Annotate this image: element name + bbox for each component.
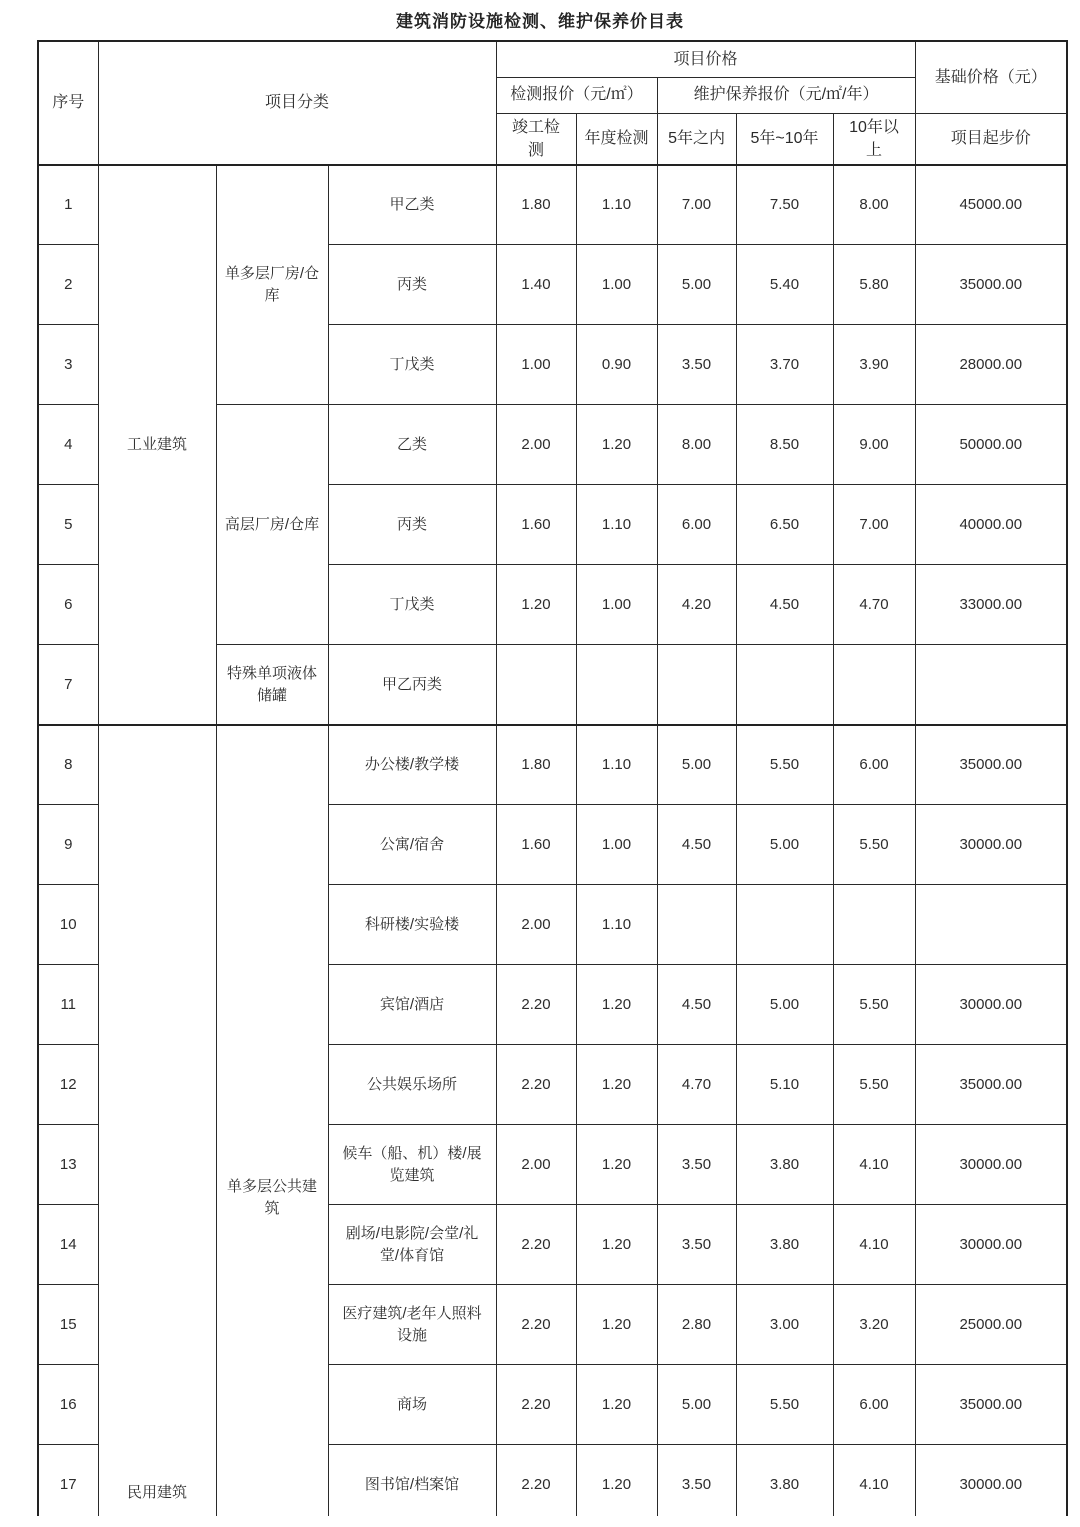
cell-within-5-years: 3.50 [657, 1205, 736, 1285]
cell-seq: 6 [38, 565, 98, 645]
cell-over-10-years: 6.00 [833, 725, 915, 805]
header-5-to-10-years: 5年~10年 [736, 113, 833, 165]
cell-base-price: 28000.00 [915, 325, 1067, 405]
subgroup-single-multi-factory-cell: 单多层厂房/仓库 [216, 165, 328, 405]
cell-annual-detection: 1.20 [576, 1205, 657, 1285]
cell-over-10-years [833, 885, 915, 965]
cell-building-type: 候车（船、机）楼/展览建筑 [328, 1125, 496, 1205]
cell-completion-detection: 2.20 [496, 1365, 576, 1445]
cell-within-5-years: 4.70 [657, 1045, 736, 1125]
cell-building-type: 乙类 [328, 405, 496, 485]
cell-within-5-years: 5.00 [657, 725, 736, 805]
cell-building-type: 丙类 [328, 485, 496, 565]
cell-annual-detection: 1.00 [576, 805, 657, 885]
cell-building-type: 宾馆/酒店 [328, 965, 496, 1045]
cell-base-price: 40000.00 [915, 485, 1067, 565]
cell-within-5-years [657, 645, 736, 725]
cell-completion-detection: 2.20 [496, 1445, 576, 1516]
cell-completion-detection: 2.00 [496, 405, 576, 485]
cell-over-10-years: 9.00 [833, 405, 915, 485]
cell-completion-detection [496, 645, 576, 725]
cell-seq: 5 [38, 485, 98, 565]
cell-completion-detection: 2.00 [496, 1125, 576, 1205]
cell-5-to-10-years: 5.10 [736, 1045, 833, 1125]
cell-building-type: 丁戊类 [328, 565, 496, 645]
cell-completion-detection: 2.20 [496, 965, 576, 1045]
table-row [38, 725, 1067, 805]
cell-seq: 14 [38, 1205, 98, 1285]
cell-5-to-10-years: 8.50 [736, 405, 833, 485]
header-annual-detection: 年度检测 [576, 113, 657, 165]
cell-base-price: 30000.00 [915, 965, 1067, 1045]
cell-seq: 4 [38, 405, 98, 485]
header-base-price: 基础价格（元） [915, 41, 1067, 113]
fire-protection-price-table [37, 40, 1068, 1516]
cell-annual-detection: 1.20 [576, 1445, 657, 1516]
cell-within-5-years: 3.50 [657, 325, 736, 405]
cell-within-5-years: 4.50 [657, 805, 736, 885]
cell-within-5-years: 5.00 [657, 245, 736, 325]
cell-building-type: 公寓/宿舍 [328, 805, 496, 885]
cell-base-price: 35000.00 [915, 245, 1067, 325]
group-industrial-cell: 工业建筑 [98, 165, 216, 725]
cell-over-10-years [833, 645, 915, 725]
cell-over-10-years: 4.70 [833, 565, 915, 645]
cell-over-10-years: 5.50 [833, 805, 915, 885]
cell-completion-detection: 1.40 [496, 245, 576, 325]
cell-over-10-years: 4.10 [833, 1125, 915, 1205]
cell-annual-detection: 1.10 [576, 485, 657, 565]
cell-completion-detection: 1.80 [496, 165, 576, 245]
subgroup-single-multi-public-cell [216, 725, 328, 1516]
cell-building-type: 医疗建筑/老年人照料设施 [328, 1285, 496, 1365]
cell-annual-detection: 1.20 [576, 1365, 657, 1445]
cell-seq: 16 [38, 1365, 98, 1445]
cell-within-5-years: 4.20 [657, 565, 736, 645]
subgroup-special-tank-cell [216, 645, 328, 725]
cell-5-to-10-years [736, 885, 833, 965]
cell-5-to-10-years: 5.00 [736, 965, 833, 1045]
cell-base-price: 35000.00 [915, 1365, 1067, 1445]
cell-seq: 1 [38, 165, 98, 245]
cell-over-10-years: 8.00 [833, 165, 915, 245]
cell-base-price: 30000.00 [915, 805, 1067, 885]
cell-5-to-10-years: 3.00 [736, 1285, 833, 1365]
subgroup-special-tank-label: 特殊单项液体储罐 [227, 664, 318, 704]
cell-over-10-years: 5.80 [833, 245, 915, 325]
cell-base-price: 33000.00 [915, 565, 1067, 645]
cell-within-5-years: 5.00 [657, 1365, 736, 1445]
cell-5-to-10-years: 6.50 [736, 485, 833, 565]
cell-5-to-10-years: 5.50 [736, 1365, 833, 1445]
cell-base-price: 35000.00 [915, 1045, 1067, 1125]
cell-5-to-10-years: 3.70 [736, 325, 833, 405]
cell-completion-detection: 1.60 [496, 485, 576, 565]
cell-over-10-years: 3.20 [833, 1285, 915, 1365]
cell-over-10-years: 4.10 [833, 1445, 915, 1516]
header-detection-quote: 检测报价（元/㎡） [496, 77, 657, 113]
cell-5-to-10-years: 5.00 [736, 805, 833, 885]
cell-building-type: 图书馆/档案馆 [328, 1445, 496, 1516]
cell-base-price: 30000.00 [915, 1445, 1067, 1516]
cell-building-type: 丁戊类 [328, 325, 496, 405]
subgroup-high-rise-factory-cell: 高层厂房/仓库 [216, 405, 328, 645]
cell-base-price: 30000.00 [915, 1205, 1067, 1285]
cell-annual-detection: 1.00 [576, 245, 657, 325]
cell-completion-detection: 2.20 [496, 1205, 576, 1285]
header-seq: 序号 [38, 41, 98, 165]
cell-seq: 12 [38, 1045, 98, 1125]
cell-seq: 17 [38, 1445, 98, 1516]
page-title: 建筑消防设施检测、维护保养价目表 [396, 12, 684, 31]
cell-over-10-years: 5.50 [833, 965, 915, 1045]
cell-5-to-10-years: 3.80 [736, 1205, 833, 1285]
cell-over-10-years: 4.10 [833, 1205, 915, 1285]
cell-within-5-years: 2.80 [657, 1285, 736, 1365]
cell-annual-detection: 1.20 [576, 1285, 657, 1365]
cell-annual-detection: 1.10 [576, 885, 657, 965]
cell-completion-detection: 2.20 [496, 1285, 576, 1365]
cell-building-type: 科研楼/实验楼 [328, 885, 496, 965]
cell-base-price: 30000.00 [915, 1125, 1067, 1205]
cell-over-10-years: 5.50 [833, 1045, 915, 1125]
cell-completion-detection: 1.60 [496, 805, 576, 885]
cell-building-type: 甲乙丙类 [328, 645, 496, 725]
cell-annual-detection: 1.20 [576, 1125, 657, 1205]
header-over-10-years: 10年以上 [833, 113, 915, 165]
cell-annual-detection: 1.10 [576, 725, 657, 805]
cell-within-5-years: 4.50 [657, 965, 736, 1045]
cell-base-price [915, 645, 1067, 725]
cell-annual-detection: 0.90 [576, 325, 657, 405]
cell-building-type: 商场 [328, 1365, 496, 1445]
cell-5-to-10-years [736, 645, 833, 725]
cell-base-price: 45000.00 [915, 165, 1067, 245]
cell-completion-detection: 1.80 [496, 725, 576, 805]
table-row [38, 165, 1067, 245]
cell-within-5-years: 7.00 [657, 165, 736, 245]
cell-building-type: 办公楼/教学楼 [328, 725, 496, 805]
cell-seq: 2 [38, 245, 98, 325]
cell-building-type: 丙类 [328, 245, 496, 325]
cell-5-to-10-years: 3.80 [736, 1125, 833, 1205]
cell-over-10-years: 3.90 [833, 325, 915, 405]
cell-annual-detection: 1.20 [576, 1045, 657, 1125]
header-within-5-years: 5年之内 [657, 113, 736, 165]
cell-annual-detection: 1.10 [576, 165, 657, 245]
cell-seq: 11 [38, 965, 98, 1045]
cell-over-10-years: 6.00 [833, 1365, 915, 1445]
cell-seq: 3 [38, 325, 98, 405]
cell-seq: 15 [38, 1285, 98, 1365]
header-project-price: 项目价格 [496, 41, 915, 77]
cell-base-price: 25000.00 [915, 1285, 1067, 1365]
cell-5-to-10-years: 5.50 [736, 725, 833, 805]
cell-annual-detection [576, 645, 657, 725]
cell-building-type: 公共娱乐场所 [328, 1045, 496, 1125]
cell-within-5-years: 8.00 [657, 405, 736, 485]
group-civil-cell: 民用建筑 [98, 725, 216, 1516]
cell-base-price: 35000.00 [915, 725, 1067, 805]
cell-within-5-years: 6.00 [657, 485, 736, 565]
cell-5-to-10-years: 5.40 [736, 245, 833, 325]
cell-annual-detection: 1.20 [576, 405, 657, 485]
cell-building-type: 剧场/电影院/会堂/礼堂/体育馆 [328, 1205, 496, 1285]
header-completion-detection: 竣工检测 [496, 113, 576, 165]
cell-seq: 10 [38, 885, 98, 965]
cell-seq: 9 [38, 805, 98, 885]
cell-5-to-10-years: 4.50 [736, 565, 833, 645]
header-category: 项目分类 [98, 41, 496, 165]
cell-seq: 8 [38, 725, 98, 805]
cell-seq: 7 [38, 645, 98, 725]
header-row-1 [38, 41, 1067, 77]
cell-building-type: 甲乙类 [328, 165, 496, 245]
cell-5-to-10-years: 7.50 [736, 165, 833, 245]
cell-base-price: 50000.00 [915, 405, 1067, 485]
cell-5-to-10-years: 3.80 [736, 1445, 833, 1516]
cell-within-5-years: 3.50 [657, 1445, 736, 1516]
cell-seq: 13 [38, 1125, 98, 1205]
cell-completion-detection: 1.00 [496, 325, 576, 405]
subgroup-single-multi-public-label: 单多层公共建筑 [227, 1178, 318, 1217]
cell-annual-detection: 1.20 [576, 965, 657, 1045]
cell-completion-detection: 2.20 [496, 1045, 576, 1125]
header-project-starting-price: 项目起步价 [915, 113, 1067, 165]
cell-over-10-years: 7.00 [833, 485, 915, 565]
cell-within-5-years [657, 885, 736, 965]
cell-annual-detection: 1.00 [576, 565, 657, 645]
header-maintenance-quote: 维护保养报价（元/㎡/年） [657, 77, 915, 113]
cell-completion-detection: 1.20 [496, 565, 576, 645]
cell-base-price [915, 885, 1067, 965]
cell-within-5-years: 3.50 [657, 1125, 736, 1205]
cell-completion-detection: 2.00 [496, 885, 576, 965]
